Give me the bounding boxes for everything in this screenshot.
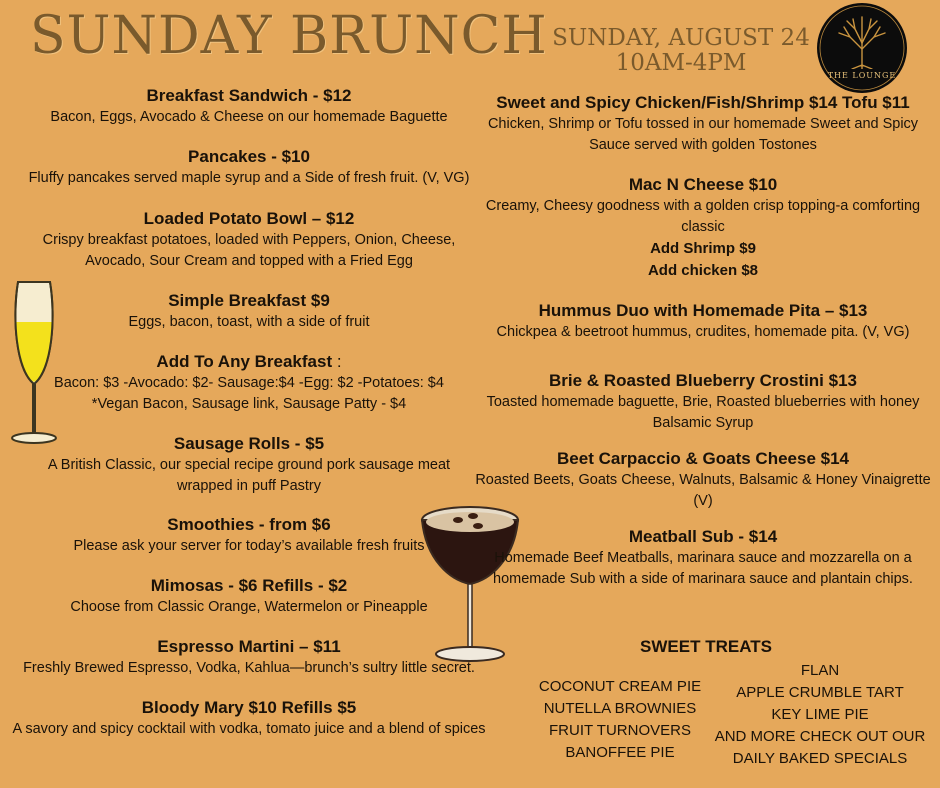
item-name: Sausage Rolls - $5 bbox=[173, 434, 325, 453]
item-desc: Chickpea & beetroot hummus, crudites, homemade pita. (V, VG) bbox=[496, 324, 910, 340]
sweet-treats-title: SWEET TREATS bbox=[640, 637, 772, 656]
item-desc: Bacon: $3 -Avocado: $2- Sausage:$4 -Egg: $2 -Potatoes: $4 bbox=[54, 375, 444, 391]
item-name: Breakfast Sandwich - $12 bbox=[146, 86, 352, 105]
time-line: 10AM-4PM bbox=[615, 50, 747, 76]
menu-item-pancakes bbox=[0, 146, 498, 189]
item-name: Sweet and Spicy Chicken/Fish/Shrimp $14 Tofu $11 bbox=[496, 93, 910, 112]
left-menu bbox=[0, 85, 498, 740]
item-desc: Eggs, bacon, toast, with a side of fruit bbox=[128, 314, 370, 330]
menu-item-brie-crostini bbox=[466, 370, 940, 434]
menu-item-mimosas bbox=[0, 575, 498, 618]
menu-item-sausage-rolls bbox=[0, 433, 498, 497]
logo-text: THE LOUNGE bbox=[827, 71, 897, 80]
item-addon-shrimp: Add Shrimp $9 bbox=[650, 240, 756, 257]
item-name-suffix: : bbox=[332, 352, 342, 371]
sweet-treats-left bbox=[520, 676, 720, 764]
menu-item-espresso-martini bbox=[0, 636, 498, 679]
item-name bbox=[0, 351, 498, 373]
item-desc: Roasted Beets, Goats Cheese, Walnuts, Balsamic & Honey Vinaigrette (V) bbox=[475, 472, 931, 509]
sweet-item: NUTELLA BROWNIES bbox=[543, 700, 697, 717]
lounge-logo bbox=[817, 3, 907, 93]
item-desc: Chicken, Shrimp or Tofu tossed in our homemade Sweet and Spicy Sauce served with golden Tostones bbox=[487, 116, 919, 153]
item-name: Espresso Martini – $11 bbox=[157, 637, 341, 656]
right-menu bbox=[466, 92, 940, 590]
date-line: SUNDAY, AUGUST 24 bbox=[552, 25, 810, 51]
item-desc-vegan: *Vegan Bacon, Sausage link, Sausage Patty - $4 bbox=[91, 396, 407, 412]
item-name: Bloody Mary $10 Refills $5 bbox=[141, 698, 357, 717]
menu-item-hummus-duo bbox=[466, 300, 940, 343]
menu-item-sweet-spicy bbox=[466, 92, 940, 156]
item-desc: Toasted homemade baguette, Brie, Roasted blueberries with honey Balsamic Syrup bbox=[486, 394, 920, 431]
menu-item-loaded-potato-bowl bbox=[0, 208, 498, 272]
sweet-item: FRUIT TURNOVERS bbox=[549, 722, 691, 739]
item-name: Loaded Potato Bowl – $12 bbox=[143, 209, 355, 228]
item-name-text: Add To Any Breakfast bbox=[156, 352, 333, 371]
sweet-item: AND MORE CHECK OUT OUR DAILY BAKED SPECIALS bbox=[714, 728, 926, 767]
item-name: Hummus Duo with Homemade Pita – $13 bbox=[538, 301, 868, 320]
item-name: Beet Carpaccio & Goats Cheese $14 bbox=[557, 449, 849, 468]
item-name: Pancakes - $10 bbox=[188, 147, 310, 166]
item-desc: Choose from Classic Orange, Watermelon or Pineapple bbox=[70, 599, 428, 615]
item-desc: A British Classic, our special recipe ground pork sausage meat wrapped in puff Pastry bbox=[47, 457, 451, 494]
menu-item-smoothies bbox=[0, 514, 498, 557]
item-desc: Bacon, Eggs, Avocado & Cheese on our homemade Baguette bbox=[50, 109, 448, 125]
item-name: Mac N Cheese $10 bbox=[628, 175, 778, 194]
sweet-treats-right bbox=[700, 660, 940, 770]
item-desc: A savory and spicy cocktail with vodka, tomato juice and a blend of spices bbox=[12, 721, 486, 737]
item-desc: Creamy, Cheesy goodness with a golden crisp topping-a comforting classic bbox=[485, 198, 921, 235]
item-name: Meatball Sub - $14 bbox=[628, 527, 778, 546]
date-time bbox=[552, 26, 810, 76]
item-desc: Freshly Brewed Espresso, Vodka, Kahlua—brunch’s sultry little secret. bbox=[23, 660, 475, 676]
item-desc: Crispy breakfast potatoes, loaded with Peppers, Onion, Cheese, Avocado, Sour Cream and topped with a Fried Egg bbox=[42, 232, 456, 269]
item-name: Brie & Roasted Blueberry Crostini $13 bbox=[549, 371, 857, 390]
menu-item-mac-n-cheese bbox=[466, 174, 940, 282]
menu-item-beet-carpaccio bbox=[466, 448, 940, 512]
sweet-item: COCONUT CREAM PIE bbox=[538, 678, 702, 695]
menu-item-add-to-breakfast bbox=[0, 351, 498, 415]
sweet-item: FLAN bbox=[800, 662, 840, 679]
item-desc: Please ask your server for today’s available fresh fruits bbox=[73, 538, 425, 554]
sweet-item: APPLE CRUMBLE TART bbox=[736, 684, 904, 701]
item-desc: Fluffy pancakes served maple syrup and a Side of fresh fruit. (V, VG) bbox=[28, 170, 470, 186]
menu-item-meatball-sub bbox=[466, 526, 940, 590]
menu-item-simple-breakfast bbox=[0, 290, 498, 333]
item-name: Mimosas - $6 Refills - $2 bbox=[150, 576, 348, 595]
item-name: Simple Breakfast $9 bbox=[168, 291, 330, 310]
sweet-item: BANOFFEE PIE bbox=[565, 744, 675, 761]
menu-item-breakfast-sandwich bbox=[0, 85, 498, 128]
item-name: Smoothies - from $6 bbox=[167, 515, 331, 534]
sweet-item: KEY LIME PIE bbox=[771, 706, 869, 723]
item-addon-chicken: Add chicken $8 bbox=[647, 262, 759, 279]
page-title: SUNDAY BRUNCH bbox=[30, 6, 548, 66]
item-desc: Homemade Beef Meatballs, marinara sauce and mozzarella on a homemade Sub with a side of marinara sauce and plantain chips. bbox=[493, 550, 913, 587]
menu-item-bloody-mary bbox=[0, 697, 498, 740]
